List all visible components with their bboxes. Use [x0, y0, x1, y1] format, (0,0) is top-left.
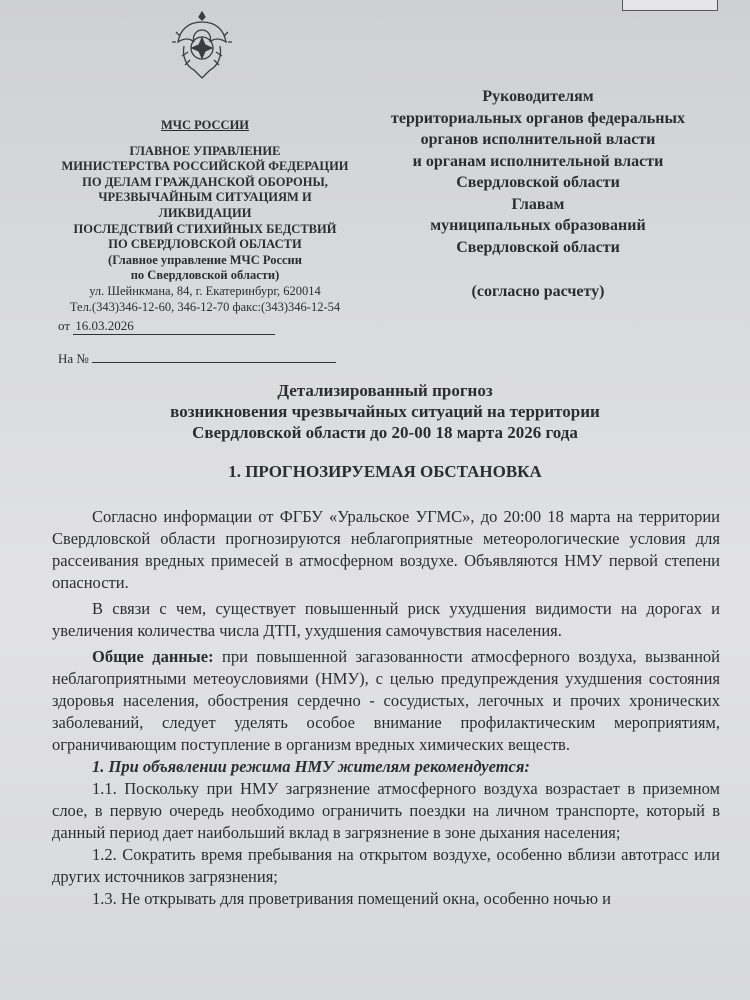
recipient-line: Главам [511, 195, 565, 213]
mchs-heading: МЧС РОССИИ [160, 118, 250, 132]
org-line: ПО СВЕРДЛОВСКОЙ ОБЛАСТИ [108, 237, 302, 252]
paragraph-lead: Общие данные: [92, 647, 214, 666]
org-short-line: по Свердловской области) [130, 268, 280, 283]
title-line: Свердловской области до 20-00 18 марта 2026 года [192, 423, 578, 442]
mchs-emblem-icon [170, 8, 234, 82]
org-short-line: (Главное управление МЧС России [108, 252, 302, 267]
recipient-line: органов исполнительной власти [420, 131, 656, 148]
reference-number-line [58, 350, 336, 367]
number-prefix: На № [58, 351, 89, 366]
paragraph: В связи с чем, существует повышенный риск ухудшения видимости на дорогах и увеличения количества числа ДТП, ухудшения самочувствия населения. [52, 599, 720, 640]
org-line: ЧРЕЗВЫЧАЙНЫМ СИТУАЦИЯМ И ЛИКВИДАЦИИ [98, 190, 312, 220]
recipient-line: и органам исполнительной власти [412, 152, 664, 170]
section-heading: 1. ПРОГНОЗИРУЕМАЯ ОБСТАНОВКА [228, 462, 542, 481]
paragraph-text: при повышенной загазованности атмосферного воздуха, вызванной неблагоприятными метеоусловиями (НМУ), с целью предупреждения ухудшения состояния здоровья населения, обострения сердечно - сосудистых, легочных и прочих хронических заболеваний, следует уделять особое внимание профилактическим мероприятиям, ограничивающим поступление в организм вредных химических веществ. [52, 647, 721, 754]
recommendation-item: 1.1. Поскольку при НМУ загрязнение атмосферного воздуха возрастает в приземном слое, в первую очередь необходимо ограничить поездки на личном транспорте, который в данный период дает наибольший вклад в загрязнение в зоне дыхания населения; [52, 779, 720, 842]
org-line: ПО ДЕЛАМ ГРАЖДАНСКОЙ ОБОРОНЫ, [82, 174, 328, 189]
recipients-block [368, 86, 708, 303]
org-line: ГЛАВНОЕ УПРАВЛЕНИЕ [129, 143, 281, 158]
document-title [50, 380, 720, 443]
recipient-line: Свердловской области [456, 174, 620, 191]
recommendation-item: 1.3. Не открывать для проветривания помещений окна, особенно ночью и [92, 889, 611, 908]
recommendations-heading: 1. При объявлении режима НМУ жителям рекомендуется: [92, 757, 530, 776]
org-line: ПОСЛЕДСТВИЙ СТИХИЙНЫХ БЕДСТВИЙ [73, 221, 337, 236]
org-line: МИНИСТЕРСТВА РОССИЙСКОЙ ФЕДЕРАЦИИ [61, 159, 349, 174]
date-value: 16.03.2026 [73, 318, 275, 335]
title-line: возникновения чрезвычайных ситуаций на территории [170, 402, 600, 421]
sender-organization-block [55, 118, 355, 315]
paragraph: Согласно информации от ФГБУ «Уральское УГМС», до 20:00 18 марта на территории Свердловской области прогнозируются неблагоприятные метеорологические условия для рассеивания вредных примесей в атмосферном воздухе. Объявляются НМУ первой степени опасности. [52, 507, 720, 592]
recipient-line: Руководителям [482, 88, 594, 105]
recipient-line: территориальных органов федеральных [391, 109, 685, 127]
date-line [58, 318, 275, 335]
paragraph [52, 646, 720, 756]
recipient-line: муниципальных образований [430, 217, 646, 234]
phones: Тел.(343)346-12-60, 346-12-70 факс:(343)346-12-54 [69, 299, 341, 314]
recipient-line: Свердловской области [456, 238, 620, 256]
recommendation-item: 1.2. Сократить время пребывания на открытом воздухе, особенно вблизи автотрасс или других источников загрязнения; [52, 845, 720, 886]
corner-stamp [622, 0, 718, 11]
address: ул. Шейнкмана, 84, г. Екатеринбург, 620014 [89, 283, 321, 298]
distribution-note: (согласно расчету) [471, 283, 605, 300]
date-prefix: от [58, 318, 71, 333]
document-body [52, 506, 720, 910]
number-blank [92, 350, 336, 363]
title-line: Детализированный прогноз [277, 381, 493, 400]
